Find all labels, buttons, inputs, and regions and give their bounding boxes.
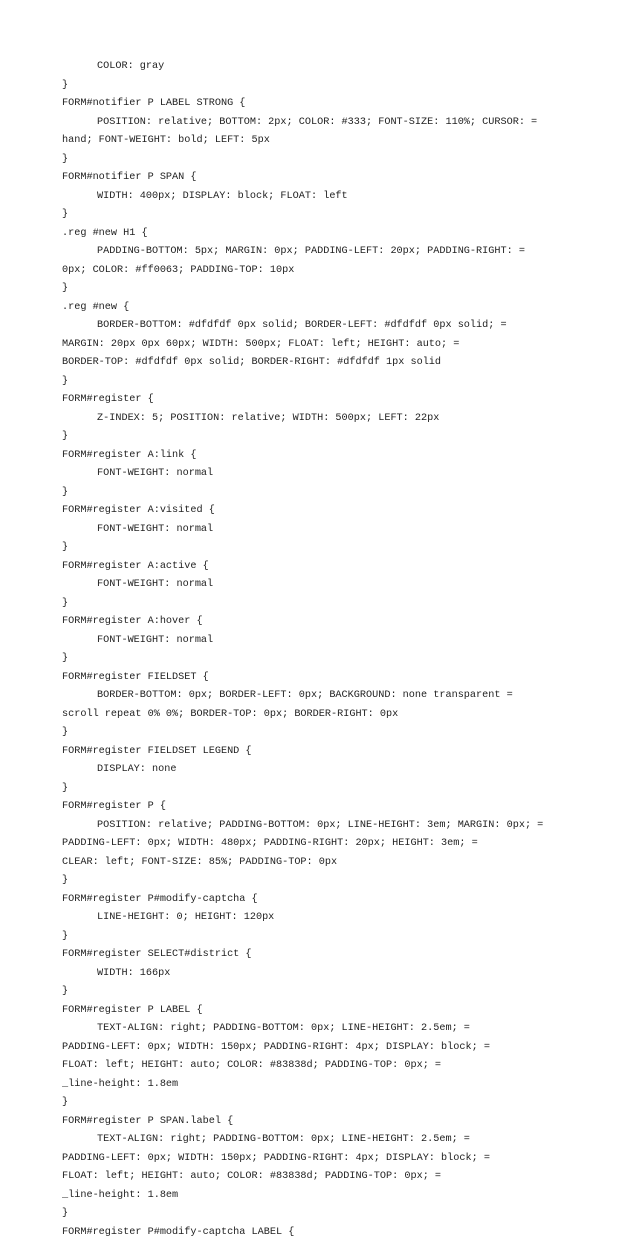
code-line: PADDING-LEFT: 0px; WIDTH: 150px; PADDING-RIGHT: 4px; DISPLAY: block; = [62, 1039, 622, 1058]
code-line: _line-height: 1.8em [62, 1187, 622, 1206]
code-line: WIDTH: 166px [62, 965, 622, 984]
code-line: TEXT-ALIGN: right; PADDING-BOTTOM: 0px; LINE-HEIGHT: 2.5em; = [62, 1020, 622, 1039]
code-line: BORDER-BOTTOM: 0px; BORDER-LEFT: 0px; BACKGROUND: none transparent = [62, 687, 622, 706]
code-line: } [62, 928, 622, 947]
css-code-document [62, 58, 622, 1242]
code-line: DISPLAY: none [62, 761, 622, 780]
code-line: BORDER-BOTTOM: #dfdfdf 0px solid; BORDER-LEFT: #dfdfdf 0px solid; = [62, 317, 622, 336]
code-line: } [62, 77, 622, 96]
code-line: FORM#register { [62, 391, 622, 410]
code-line: PADDING-LEFT: 0px; WIDTH: 150px; PADDING-RIGHT: 4px; DISPLAY: block; = [62, 1150, 622, 1169]
code-line: .reg #new { [62, 299, 622, 318]
code-line: FORM#register P LABEL { [62, 1002, 622, 1021]
code-line: } [62, 484, 622, 503]
code-line: } [62, 780, 622, 799]
code-line: scroll repeat 0% 0%; BORDER-TOP: 0px; BORDER-RIGHT: 0px [62, 706, 622, 725]
code-line: TEXT-ALIGN: right; PADDING-BOTTOM: 0px; LINE-HEIGHT: 2.5em; = [62, 1131, 622, 1150]
code-line: MARGIN: 20px 0px 60px; WIDTH: 500px; FLOAT: left; HEIGHT: auto; = [62, 336, 622, 355]
code-line: FORM#register FIELDSET { [62, 669, 622, 688]
code-line: WIDTH: 400px; DISPLAY: block; FLOAT: left [62, 188, 622, 207]
code-line: } [62, 151, 622, 170]
code-line: LINE-HEIGHT: 0; HEIGHT: 120px [62, 909, 622, 928]
code-line: FORM#register A:visited { [62, 502, 622, 521]
code-line: } [62, 373, 622, 392]
code-line: } [62, 650, 622, 669]
code-line: 0px; COLOR: #ff0063; PADDING-TOP: 10px [62, 262, 622, 281]
code-line: FONT-WEIGHT: normal [62, 576, 622, 595]
code-line: PADDING-BOTTOM: 5px; MARGIN: 0px; PADDING-LEFT: 20px; PADDING-RIGHT: = [62, 243, 622, 262]
code-line: COLOR: gray [62, 58, 622, 77]
code-line: } [62, 539, 622, 558]
code-line: FORM#register FIELDSET LEGEND { [62, 743, 622, 762]
code-line: FORM#register A:link { [62, 447, 622, 466]
code-line: } [62, 872, 622, 891]
code-line: PADDING-LEFT: 0px; WIDTH: 480px; PADDING-RIGHT: 20px; HEIGHT: 3em; = [62, 835, 622, 854]
code-line: POSITION: relative; PADDING-BOTTOM: 0px; LINE-HEIGHT: 3em; MARGIN: 0px; = [62, 817, 622, 836]
code-line: FORM#register P#modify-captcha { [62, 891, 622, 910]
code-line: BORDER-TOP: #dfdfdf 0px solid; BORDER-RIGHT: #dfdfdf 1px solid [62, 354, 622, 373]
code-line: FONT-WEIGHT: normal [62, 465, 622, 484]
code-line: FORM#register A:hover { [62, 613, 622, 632]
code-line: FONT-WEIGHT: normal [62, 632, 622, 651]
code-line: FORM#register SELECT#district { [62, 946, 622, 965]
code-line: Z-INDEX: 5; POSITION: relative; WIDTH: 500px; LEFT: 22px [62, 410, 622, 429]
code-line: FORM#register P#modify-captcha LABEL { [62, 1224, 622, 1242]
code-line: FORM#register P { [62, 798, 622, 817]
code-line: POSITION: relative; BOTTOM: 2px; COLOR: #333; FONT-SIZE: 110%; CURSOR: = [62, 114, 622, 133]
code-line: } [62, 1205, 622, 1224]
code-line: } [62, 1094, 622, 1113]
code-line: .reg #new H1 { [62, 225, 622, 244]
code-line: CLEAR: left; FONT-SIZE: 85%; PADDING-TOP: 0px [62, 854, 622, 873]
code-line: } [62, 280, 622, 299]
code-line: } [62, 428, 622, 447]
code-line: } [62, 983, 622, 1002]
code-line: FORM#notifier P SPAN { [62, 169, 622, 188]
code-line: FORM#notifier P LABEL STRONG { [62, 95, 622, 114]
code-line: } [62, 595, 622, 614]
code-line: hand; FONT-WEIGHT: bold; LEFT: 5px [62, 132, 622, 151]
code-line: FONT-WEIGHT: normal [62, 521, 622, 540]
code-line: FORM#register P SPAN.label { [62, 1113, 622, 1132]
code-line: FLOAT: left; HEIGHT: auto; COLOR: #83838d; PADDING-TOP: 0px; = [62, 1057, 622, 1076]
code-line: FORM#register A:active { [62, 558, 622, 577]
code-line: _line-height: 1.8em [62, 1076, 622, 1095]
code-line: FLOAT: left; HEIGHT: auto; COLOR: #83838d; PADDING-TOP: 0px; = [62, 1168, 622, 1187]
code-line: } [62, 724, 622, 743]
code-line: } [62, 206, 622, 225]
